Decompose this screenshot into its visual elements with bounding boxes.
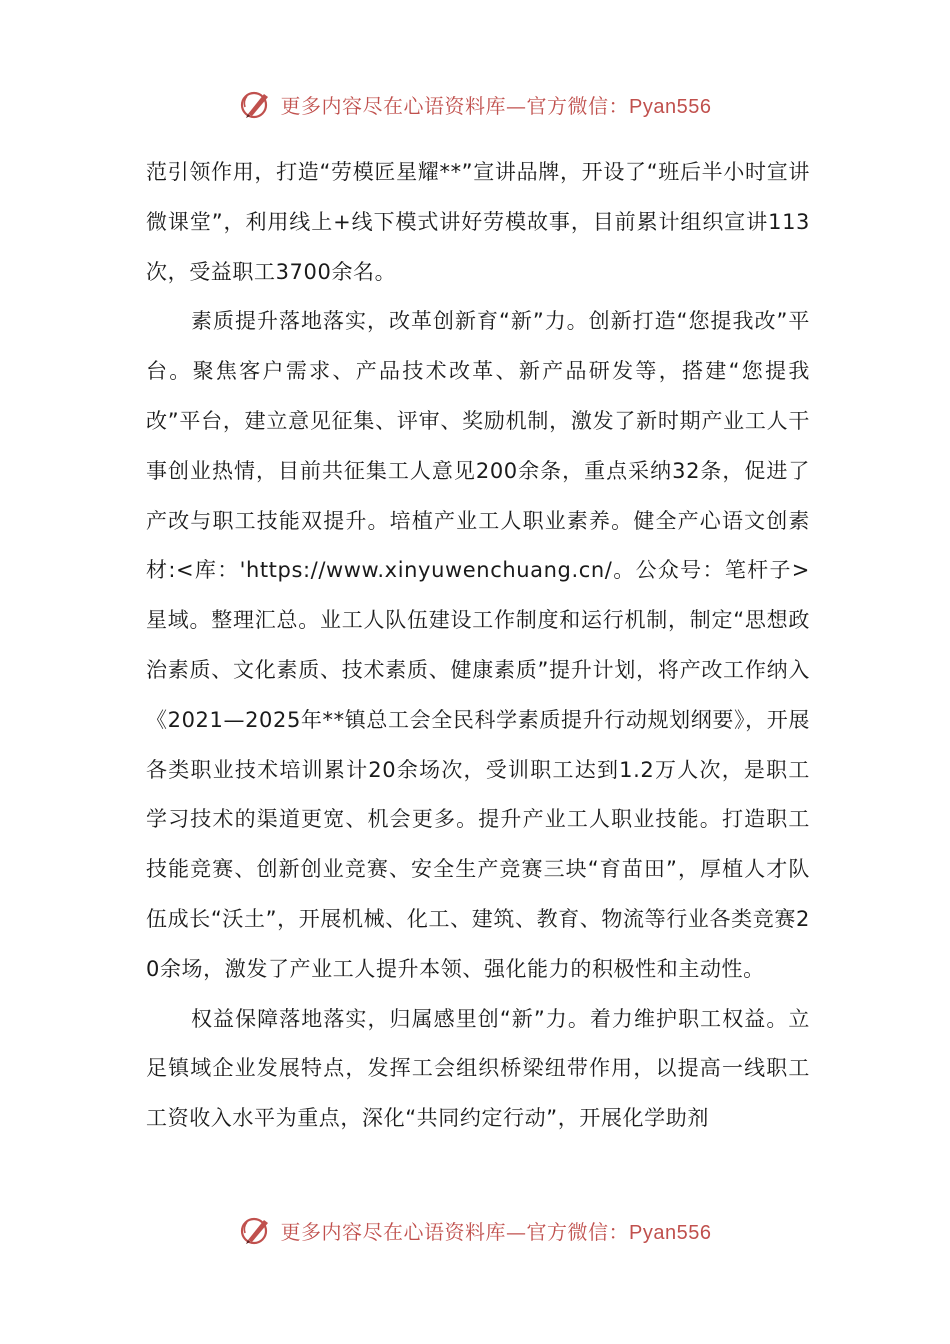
header-banner-text bbox=[281, 90, 712, 119]
footer-banner-id: Pyan556 bbox=[629, 1221, 712, 1244]
paragraph-3: 权益保障落地落实，归属感里创“新”力。着力维护职工权益。立足镇域企业发展特点，发挥工会组织桥梁纽带作用，以提高一线职工工资收入水平为重点，深化“共同约定行动”，开展化学助剂 bbox=[146, 1006, 810, 1131]
pen-logo-icon bbox=[239, 87, 273, 121]
footer-banner-label: 更多内容尽在心语资料库—官方微信： bbox=[280, 1219, 630, 1244]
footer-banner-content bbox=[239, 1213, 712, 1247]
header-banner-content bbox=[239, 87, 712, 121]
document-body bbox=[146, 148, 810, 1144]
header-banner-id: Pyan556 bbox=[629, 95, 712, 118]
footer-banner bbox=[0, 1210, 950, 1250]
pen-logo-icon bbox=[239, 1213, 273, 1247]
paragraph-1: 范引领作用，打造“劳模匠星耀**”宣讲品牌，开设了“班后半小时宣讲微课堂”，利用线上+线下模式讲好劳模故事，目前累计组织宣讲113次，受益职工3700余名。 bbox=[146, 160, 810, 284]
footer-banner-text bbox=[281, 1216, 712, 1245]
header-banner-label: 更多内容尽在心语资料库—官方微信： bbox=[280, 93, 630, 118]
header-banner bbox=[0, 84, 950, 124]
paragraph-2: 素质提升落地落实，改革创新育“新”力。创新打造“您提我改”平台。聚焦客户需求、产品技术改革、新产品研发等，搭建“您提我改”平台，建立意见征集、评审、奖励机制，激发了新时期产业工人干事创业热情，目前共征集工人意见200余条，重点采纳32条，促进了产改与职工技能双提升。培植产业工人职业素养。健全产心语文创素材:<库：'https://www.xinyuwenchuang.cn/。公众号：笔杆子>星域。整理汇总。业工人队伍建设工作制度和运行机制，制定“思想政治素质、文化素质、技术素质、健康素质”提升计划，将产改工作纳入《2021—2025年**镇总工会全民科学素质提升行动规划纲要》，开展各类职业技术培训累计20余场次，受训职工达到1.2万人次，是职工学习技术的渠道更宽、机会更多。提升产业工人职业技能。打造职工技能竞赛、创新创业竞赛、安全生产竞赛三块“育苗田”，厚植人才队伍成长“沃土”，开展机械、化工、建筑、教育、物流等行业各类竞赛20余场，激发了产业工人提升本领、强化能力的积极性和主动性。 bbox=[146, 309, 810, 981]
